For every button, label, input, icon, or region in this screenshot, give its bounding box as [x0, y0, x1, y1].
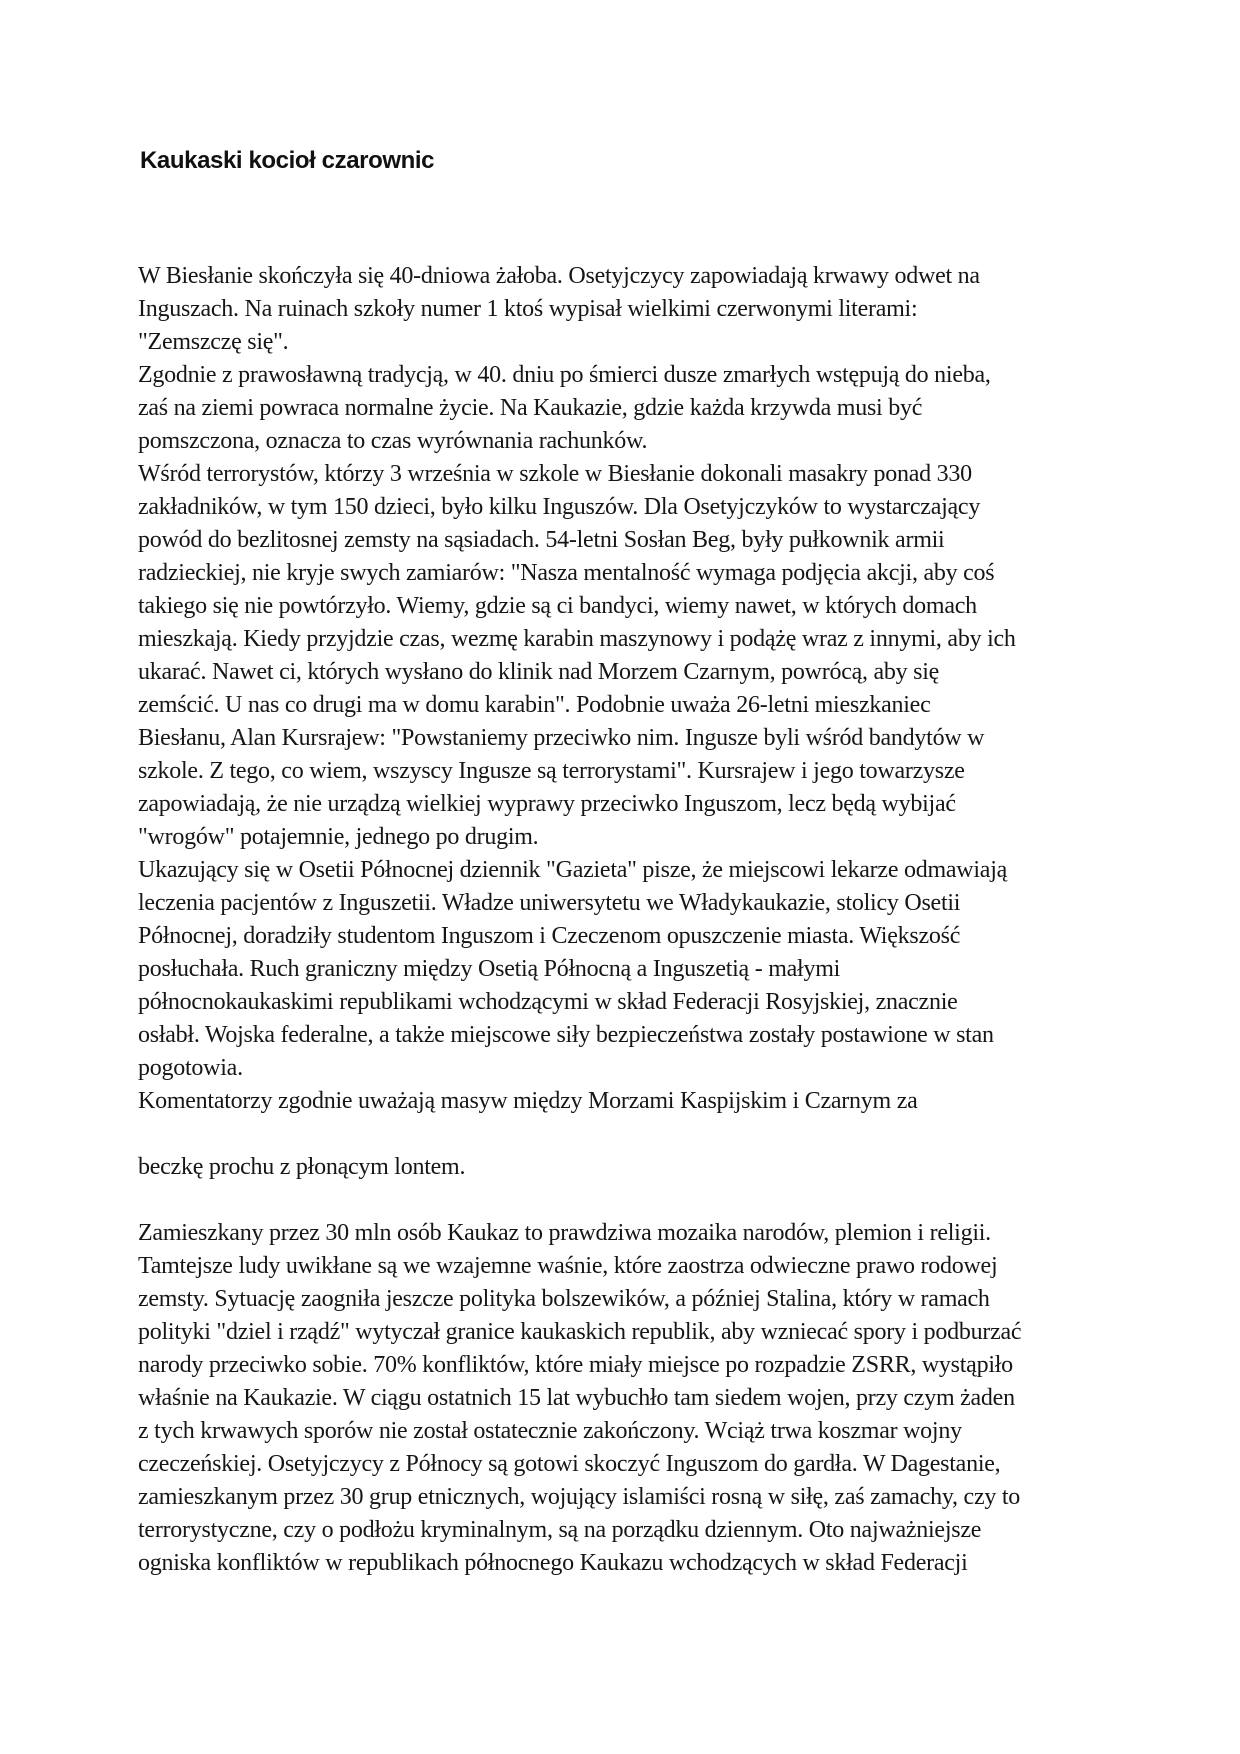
text-line: Wśród terrorystów, którzy 3 września w szkole w Biesłanie dokonali masakry ponad 330 [138, 461, 972, 487]
document-title: Kaukaski kocioł czarownic [140, 147, 435, 174]
text-line: "Zemszczę się". [138, 329, 289, 355]
text-line: Ukazujący się w Osetii Północnej dziennik "Gazieta" pisze, że miejscowi lekarze odmawiają [138, 857, 1008, 883]
text-line: mieszkają. Kiedy przyjdzie czas, wezmę karabin maszynowy i podążę wraz z innymi, aby ich [138, 626, 1016, 652]
document-body [138, 260, 1128, 1580]
paragraph-block [138, 260, 1128, 1118]
text-line: zamieszkanym przez 30 grup etnicznych, wojujący islamiści rosną w siłę, zaś zamachy, czy to [138, 1484, 1021, 1510]
text-line: Komentatorzy zgodnie uważają masyw między Morzami Kaspijskim i Czarnym za [138, 1088, 918, 1114]
text-line: zemsty. Sytuację zaogniła jeszcze polityka bolszewików, a później Stalina, który w ramach [138, 1286, 990, 1312]
text-line: północnokaukaskimi republikami wchodzącymi w skład Federacji Rosyjskiej, znacznie [138, 989, 958, 1015]
text-line: Zgodnie z prawosławną tradycją, w 40. dniu po śmierci dusze zmarłych wstępują do nieba, [138, 362, 991, 388]
text-line: W Biesłanie skończyła się 40-dniowa żałoba. Osetyjczycy zapowiadają krwawy odwet na [138, 263, 980, 289]
text-line: z tych krwawych sporów nie został ostatecznie zakończony. Wciąż trwa koszmar wojny [138, 1418, 962, 1444]
text-line: szkole. Z tego, co wiem, wszyscy Ingusze są terrorystami". Kursrajew i jego towarzysze [138, 758, 965, 784]
text-line: czeczeńskiej. Osetyjczycy z Północy są gotowi skoczyć Inguszom do gardła. W Dagestanie, [138, 1451, 1001, 1477]
text-line: ogniska konfliktów w republikach północnego Kaukazu wchodzących w skład Federacji [138, 1550, 968, 1576]
text-line: polityki "dziel i rządź" wytyczał granice kaukaskich republik, aby wzniecać spory i podburzać [138, 1319, 1022, 1345]
text-line: "wrogów" potajemnie, jednego po drugim. [138, 824, 539, 850]
text-line: radzieckiej, nie kryje swych zamiarów: "Nasza mentalność wymaga podjęcia akcji, aby coś [138, 560, 995, 586]
text-line: terrorystyczne, czy o podłożu kryminalnym, są na porządku dziennym. Oto najważniejsze [138, 1517, 982, 1543]
text-line: zaś na ziemi powraca normalne życie. Na Kaukazie, gdzie każda krzywda musi być [138, 395, 923, 421]
paragraph-block [138, 1151, 1128, 1184]
text-line: właśnie na Kaukazie. W ciągu ostatnich 15 lat wybuchło tam siedem wojen, przy czym żaden [138, 1385, 1015, 1411]
text-line: zemścić. U nas co drugi ma w domu karabin". Podobnie uważa 26-letni mieszkaniec [138, 692, 931, 718]
text-line: zakładników, w tym 150 dzieci, było kilku Inguszów. Dla Osetyjczyków to wystarczający [138, 494, 981, 520]
text-line: zapowiadają, że nie urządzą wielkiej wyprawy przeciwko Inguszom, lecz będą wybijać [138, 791, 956, 817]
text-line: narody przeciwko sobie. 70% konfliktów, które miały miejsce po rozpadzie ZSRR, wystąpiło [138, 1352, 1013, 1378]
text-line: Tamtejsze ludy uwikłane są we wzajemne waśnie, które zaostrza odwieczne prawo rodowej [138, 1253, 998, 1279]
text-line: pomszczona, oznacza to czas wyrównania rachunków. [138, 428, 648, 454]
text-line: takiego się nie powtórzyło. Wiemy, gdzie są ci bandyci, wiemy nawet, w których domach [138, 593, 977, 619]
text-line: osłabł. Wojska federalne, a także miejscowe siły bezpieczeństwa zostały postawione w stan [138, 1022, 994, 1048]
text-line: Zamieszkany przez 30 mln osób Kaukaz to prawdziwa mozaika narodów, plemion i religii. [138, 1220, 991, 1246]
text-line: Inguszach. Na ruinach szkoły numer 1 ktoś wypisał wielkimi czerwonymi literami: [138, 296, 918, 322]
text-line: pogotowia. [138, 1055, 243, 1081]
text-line: powód do bezlitosnej zemsty na sąsiadach. 54-letni Sosłan Beg, były pułkownik armii [138, 527, 945, 553]
paragraph-block [138, 1217, 1128, 1580]
text-line: posłuchała. Ruch graniczny między Osetią Północną a Inguszetią - małymi [138, 956, 841, 982]
text-line: beczkę prochu z płonącym lontem. [138, 1154, 466, 1180]
text-line: Biesłanu, Alan Kursrajew: "Powstaniemy przeciwko nim. Ingusze byli wśród bandytów w [138, 725, 985, 751]
text-line: ukarać. Nawet ci, których wysłano do klinik nad Morzem Czarnym, powrócą, aby się [138, 659, 940, 685]
text-line: leczenia pacjentów z Inguszetii. Władze uniwersytetu we Władykaukazie, stolicy Osetii [138, 890, 961, 916]
text-line: Północnej, doradziły studentom Inguszom i Czeczenom opuszczenie miasta. Większość [138, 923, 961, 949]
